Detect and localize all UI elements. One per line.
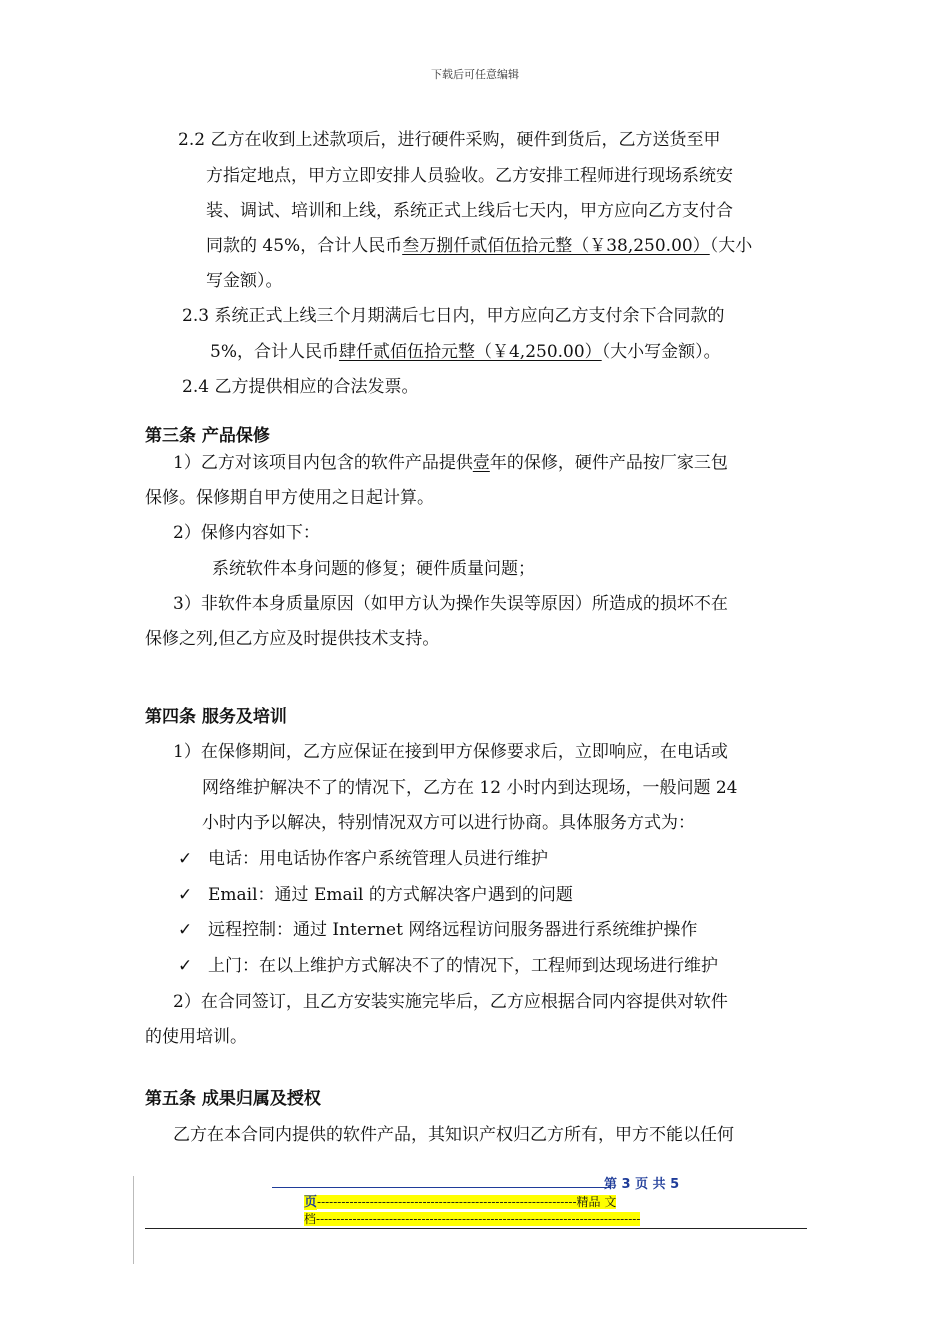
service-item-label: Email：通过 Email 的方式解决客户遇到的问题 — [208, 885, 573, 905]
article-3-title: 第三条 产品保修 — [145, 426, 270, 446]
article-4-p2-line-1: 2）在合同签订，且乙方安装实施完毕后，乙方应根据合同内容提供对软件 — [173, 992, 728, 1012]
checkmark-icon: ✓ — [178, 920, 193, 940]
clause-2-3-line-1: 2.3 系统正式上线三个月期满后七日内，甲方应向乙方支付余下合同款的 — [182, 306, 725, 326]
article-4-p1-line-1: 1）在保修期间，乙方应保证在接到甲方保修要求后，立即响应，在电话或 — [173, 742, 728, 762]
footer-line-2 — [304, 1211, 649, 1227]
service-item-onsite — [178, 955, 718, 977]
service-item-email — [178, 884, 573, 906]
article-5-title: 第五条 成果归属及授权 — [145, 1089, 321, 1109]
article-3-p2-item: 系统软件本身问题的修复；硬件质量问题； — [212, 559, 535, 579]
checkmark-icon: ✓ — [178, 885, 193, 905]
footer-jingpin: 精品 文 — [576, 1195, 617, 1209]
article-4-p2-line-2: 的使用培训。 — [145, 1027, 247, 1047]
footer-page-number: 第 3 页 共 5 — [604, 1177, 680, 1192]
header-note: 下载后可任意编辑 — [431, 68, 519, 81]
service-item-label: 远程控制：通过 Internet 网络远程访问服务器进行系统维护操作 — [208, 920, 698, 940]
clause-2-3-pre: 5%，合计人民币 — [210, 342, 339, 362]
article-3-p1-post: 年的保修，硬件产品按厂家三包 — [489, 453, 728, 473]
checkmark-icon: ✓ — [178, 849, 193, 869]
footer-page-char: 页 — [304, 1195, 318, 1210]
footer-line-1 — [304, 1194, 649, 1211]
service-item-label: 上门：在以上维护方式解决不了的情况下，工程师到达现场进行维护 — [208, 956, 718, 976]
clause-2-2-post: （大小 — [709, 236, 753, 256]
footer-dashes-1: ---------------------------------------------------------------- — [317, 1195, 577, 1209]
article-5-p1: 乙方在本合同内提供的软件产品，其知识产权归乙方所有，甲方不能以任何 — [173, 1125, 734, 1145]
article-4-p1-line-3: 小时内予以解决，特别情况双方可以进行协商。具体服务方式为： — [202, 813, 695, 833]
clause-2-3-post: （大小写金额）。 — [601, 342, 721, 362]
amount-5-percent: 肆仟贰佰伍拾元整（￥4,250.00） — [338, 342, 602, 362]
article-3-p2: 2）保修内容如下： — [173, 523, 320, 543]
footer-top-rule — [272, 1187, 610, 1188]
footer-dang-char: 档 — [304, 1212, 317, 1226]
warranty-years: 壹 — [472, 453, 490, 473]
article-3-p3-line-1: 3）非软件本身质量原因（如甲方认为操作失误等原因）所造成的损坏不在 — [173, 594, 728, 614]
clause-2-2-line-1: 2.2 乙方在收到上述款项后，进行硬件采购，硬件到货后，乙方送货至甲 — [178, 130, 721, 150]
footer-left-border — [133, 1176, 134, 1264]
amount-45-percent: 叁万捌仟贰佰伍拾元整（￥38,250.00） — [402, 236, 710, 256]
footer-bottom-rule — [145, 1228, 807, 1229]
article-3-p1-pre: 1）乙方对该项目内包含的软件产品提供 — [173, 453, 473, 473]
clause-2-2-line-3: 装、调试、培训和上线，系统正式上线后七天内，甲方应向乙方支付合 — [206, 201, 733, 221]
service-item-label: 电话：用电话协作客户系统管理人员进行维护 — [208, 849, 548, 869]
footer-dashes-2: -------------------------------------------------------------------------------- — [316, 1212, 641, 1226]
clause-2-2-line-4 — [206, 235, 752, 257]
checkmark-icon: ✓ — [178, 956, 193, 976]
article-3-p1-line-2: 保修。保修期自甲方使用之日起计算。 — [145, 488, 434, 508]
article-3-p1-line-1 — [173, 452, 728, 474]
clause-2-2-pre: 同款的 45%，合计人民币 — [206, 236, 403, 256]
clause-2-4: 2.4 乙方提供相应的合法发票。 — [182, 377, 419, 397]
article-3-p3-line-2: 保修之列,但乙方应及时提供技术支持。 — [145, 629, 440, 649]
service-item-phone — [178, 848, 548, 870]
article-4-p1-line-2: 网络维护解决不了的情况下，乙方在 12 小时内到达现场，一般问题 24 — [202, 778, 738, 798]
article-4-title: 第四条 服务及培训 — [145, 707, 287, 727]
service-item-remote — [178, 919, 697, 941]
clause-2-2-line-5: 写金额）。 — [206, 271, 283, 291]
clause-2-3-line-2 — [210, 341, 721, 363]
clause-2-2-line-2: 方指定地点，甲方立即安排人员验收。乙方安排工程师进行现场系统安 — [206, 166, 733, 186]
